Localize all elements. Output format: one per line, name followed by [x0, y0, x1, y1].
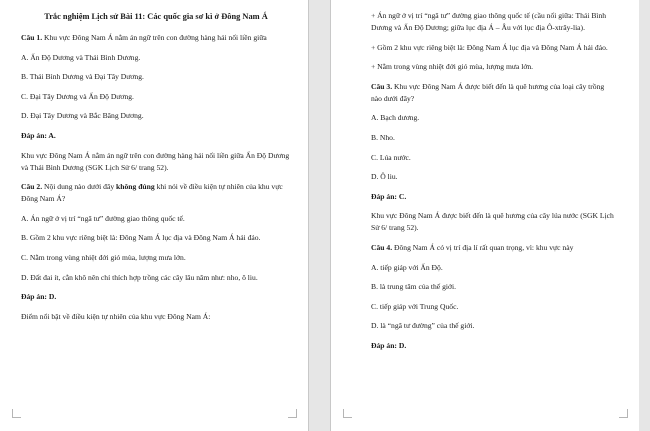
question-2-emphasis: không đúng	[116, 182, 155, 192]
question-1-number: Câu 1.	[21, 33, 43, 42]
question-2-option-c: C. Nằm trong vùng nhiệt đới gió mùa, lượng mưa lớn.	[21, 252, 186, 262]
document-page-left	[0, 0, 309, 431]
question-2-answer: Đáp án: D.	[21, 292, 57, 302]
question-3-option-d: D. Ô liu.	[371, 172, 398, 182]
question-4-option-d: D. là “ngã tư đường” của thế giới.	[371, 321, 475, 331]
question-4	[371, 242, 617, 254]
question-4-answer: Đáp án: D.	[371, 340, 407, 350]
document-page-right	[330, 0, 639, 431]
question-2-text-a: Nội dung nào dưới đây	[42, 182, 117, 192]
question-1-explanation: Khu vực Đông Nam Á nằm án ngữ trên con đường hàng hải nối liền giữa Ấn Độ Dương và Thái Bình Dương (SGK Lịch Sử 6/ trang 52).	[21, 150, 290, 172]
question-1-text: Khu vực Đông Nam Á nằm án ngữ trên con đường hàng hải nối liền giữa	[42, 33, 267, 42]
margin-corner-mark	[619, 409, 628, 418]
question-1-option-b: B. Thái Bình Dương và Đại Tây Dương.	[21, 72, 144, 82]
question-3-answer: Đáp án: C.	[371, 191, 407, 201]
question-1	[21, 32, 291, 44]
margin-corner-mark	[12, 409, 21, 418]
bullet-2: + Gồm 2 khu vực riêng biệt là: Đông Nam Á lục địa và Đông Nam Á hải đảo.	[371, 42, 608, 52]
document-title: Trắc nghiệm Lịch sử Bài 11: Các quốc gia sơ kì ở Đông Nam Á	[44, 12, 268, 21]
question-3-option-c: C. Lúa nước.	[371, 152, 411, 162]
question-2	[21, 181, 291, 205]
question-3	[371, 81, 617, 105]
question-2-explanation: Điểm nổi bật về điều kiện tự nhiên của khu vực Đông Nam Á:	[21, 311, 211, 321]
question-4-option-c: C. tiếp giáp với Trung Quốc.	[371, 301, 459, 311]
question-2-option-a: A. Án ngữ ở vị trí “ngã tư” đường giao thông quốc tế.	[21, 213, 185, 223]
question-4-option-a: A. tiếp giáp với Ấn Độ.	[371, 262, 443, 272]
question-1-option-d: D. Đại Tây Dương và Bắc Băng Dương.	[21, 111, 144, 121]
question-4-number: Câu 4.	[371, 242, 393, 252]
question-3-option-a: A. Bạch dương.	[371, 113, 420, 123]
margin-corner-mark	[343, 409, 352, 418]
question-1-option-c: C. Đại Tây Dương và Ấn Độ Dương.	[21, 91, 134, 101]
question-2-text-b: khi nói về điều kiện tự nhiên của khu vực Đông Nam Á?	[21, 182, 283, 204]
question-2-option-b: B. Gồm 2 khu vực riêng biệt là: Đông Nam Á lục địa và Đông Nam Á hải đảo.	[21, 233, 261, 243]
question-3-explanation: Khu vực Đông Nam Á được biết đến là quê hương của cây lúa nước (SGK Lịch Sử 6/ trang 52).	[371, 211, 614, 233]
bullet-3: + Nằm trong vùng nhiệt đới gió mùa, lượng mưa lớn.	[371, 62, 534, 72]
question-3-number: Câu 3.	[371, 81, 393, 91]
question-2-option-d: D. Đất đai ít, cằn khô nên chỉ thích hợp trồng các cây lâu năm như: nho, ô liu.	[21, 272, 258, 282]
question-2-number: Câu 2.	[21, 182, 43, 192]
question-3-text: Khu vực Đông Nam Á được biết đến là quê hương của loại cây trồng nào dưới đây?	[371, 81, 605, 103]
question-4-text: Đông Nam Á có vị trí địa lí rất quan trọng, vì: khu vực này	[392, 242, 574, 252]
question-1-answer: Đáp án: A.	[21, 130, 56, 140]
bullet-1: + Án ngữ ở vị trí “ngã tư” đường giao thông quốc tế (cầu nối giữa: Thái Bình Dương và Ấn Độ Dương; giữa lục địa Á – Âu với lục địa Ô-xtrây-lia).	[371, 11, 607, 32]
margin-corner-mark	[288, 409, 297, 418]
question-4-option-b: B. là trung tâm của thế giới.	[371, 282, 456, 292]
question-1-option-a: A. Ấn Độ Dương và Thái Bình Dương.	[21, 52, 141, 62]
question-3-option-b: B. Nho.	[371, 132, 395, 142]
